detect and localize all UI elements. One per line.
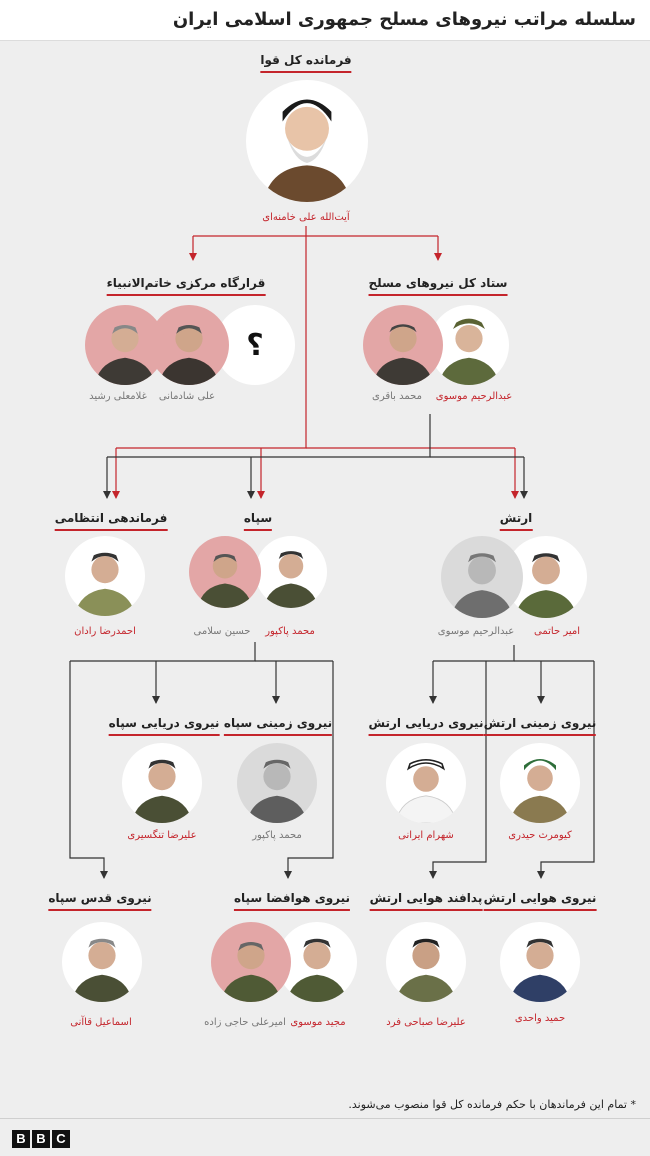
footer [0,1118,650,1156]
name-irgc-ground-former: محمد پاکپور [252,830,302,841]
name-irgc-aerospace-current: مجید موسوی [290,1017,346,1028]
portrait-general-staff-former [363,305,443,385]
portrait-irgc-ground-former [237,743,317,823]
label-general-staff: ستاد کل نیروهای مسلح [369,275,508,296]
portrait-supreme-leader [246,80,368,202]
name-khatam-former2: غلامعلی رشید [89,391,147,402]
label-khatam-hq: قرارگاه مرکزی خاتم‌الانبیاء [107,275,266,296]
portrait-irgc-former [189,536,261,608]
name-army-navy: شهرام ایرانی [398,830,454,841]
name-army-current: امیر حاتمی [534,626,580,637]
portrait-army-former [441,536,523,618]
label-army-ground: نیروی زمینی ارتش [484,715,596,736]
bbc-logo [12,1130,70,1148]
connector-army [433,645,514,661]
connector-irgc [156,642,255,661]
name-khatam-former1: علی شادمانی [158,391,216,402]
portrait-police-current [65,536,145,616]
portrait-irgc-current [255,536,327,608]
portrait-quds-force [62,922,142,1002]
name-army-air: حمید واحدی [514,1013,566,1024]
connector-staff [107,414,430,457]
portrait-irgc-aerospace-former [211,922,291,1002]
name-irgc-aerospace-former: امیرعلی حاجی زاده [204,1017,286,1028]
label-quds-force: نیروی قدس سپاه [48,890,151,911]
name-general-staff-current: عبدالرحیم موسوی [435,391,513,402]
name-police-current: احمدرضا رادان [74,626,136,637]
footnote: * تمام این فرماندهان با حکم فرمانده کل قوا منصوب می‌شوند. [348,1098,636,1111]
label-police-command: فرماندهی انتظامی [55,510,168,531]
portrait-army-air [500,922,580,1002]
label-army-air: نیروی هوایی ارتش [484,890,597,911]
portrait-army-navy [386,743,466,823]
name-irgc-current: محمد پاکپور [265,626,315,637]
label-irgc: سپاه [244,510,272,531]
name-irgc-navy: علیرضا تنگسیری [127,830,197,841]
label-irgc-ground: نیروی زمینی سپاه [224,715,332,736]
name-army-ground: کیومرث حیدری [508,830,572,841]
name-irgc-former: حسین سلامی [193,626,251,637]
name-supreme-leader: آیت‌الله علی خامنه‌ای [262,212,350,223]
unknown-commander-placeholder: ؟ [215,305,295,385]
portrait-army-ground [500,743,580,823]
page-title: سلسله مراتب نیروهای مسلح جمهوری اسلامی ایران [172,9,636,30]
label-army-air-defense: پدافند هوایی ارتش [370,890,483,911]
name-general-staff-former: محمد باقری [372,391,422,402]
logo-letter: B [12,1130,30,1148]
name-quds-force: اسماعیل قاآنی [70,1017,132,1028]
name-army-air-defense: علیرضا صباحی فرد [386,1017,466,1028]
portrait-irgc-navy [122,743,202,823]
label-army-navy: نیروی دریایی ارتش [369,715,484,736]
portrait-army-air-defense [386,922,466,1002]
label-army: ارتش [500,510,533,531]
label-supreme-commander: فرمانده کل قوا [260,52,351,73]
portrait-khatam-former2 [85,305,165,385]
label-irgc-aerospace: نیروی هوافضا سپاه [234,890,350,911]
name-army-former: عبدالرحیم موسوی [437,626,515,637]
logo-letter: C [52,1130,70,1148]
logo-letter: B [32,1130,50,1148]
label-irgc-navy: نیروی دریایی سپاه [109,715,220,736]
